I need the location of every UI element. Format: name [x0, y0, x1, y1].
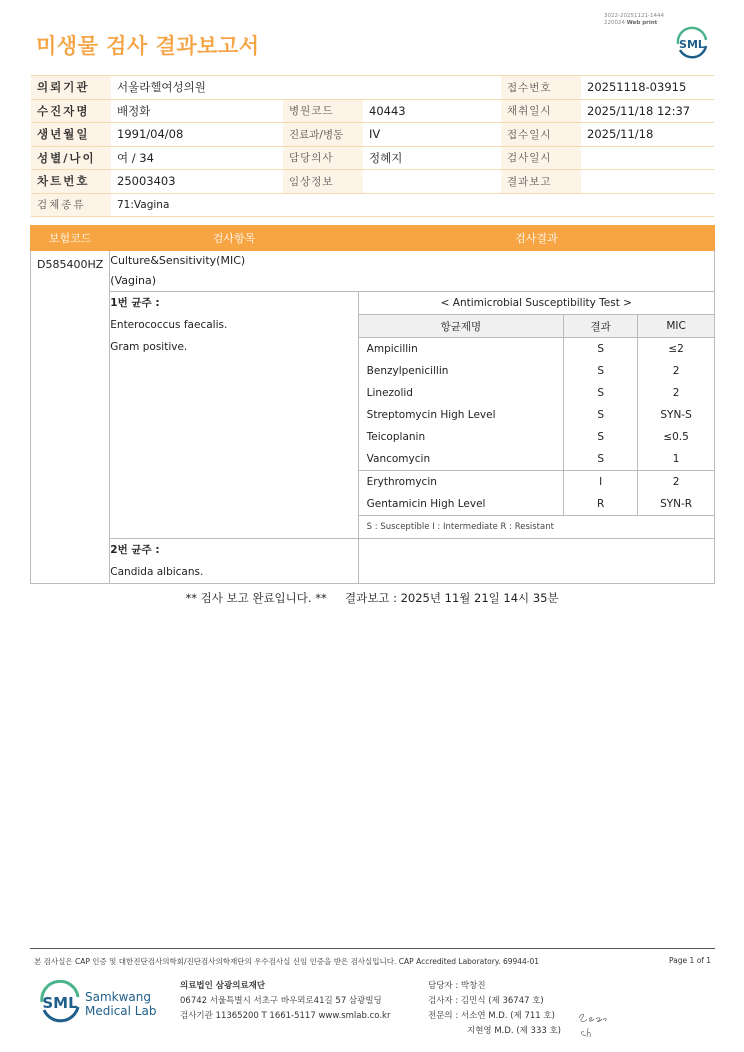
ast-result: R: [564, 493, 638, 516]
results-header: [31, 226, 715, 251]
chart-value: 25003403: [111, 170, 283, 194]
col-result-header: 검사결과: [358, 226, 714, 251]
org-label: 의뢰기관: [31, 76, 111, 100]
insurance-code: [31, 251, 110, 584]
organism2-info: [110, 539, 358, 584]
organism2-name: Candida albicans.: [110, 566, 204, 578]
receipt-date-value: 2025/11/18: [581, 123, 714, 147]
ast-result: S: [564, 360, 638, 382]
ast-legend: S : Susceptible I : Intermediate R : Resistant: [366, 522, 554, 532]
report-title: 미생물 검사 결과보고서: [36, 34, 260, 58]
manager-label: 담당자 :: [428, 981, 459, 991]
brand-line2: Medical Lab: [85, 1004, 157, 1018]
ast-result: S: [564, 426, 638, 448]
ast-drug: Teicoplanin: [366, 431, 426, 443]
ast-mic: SYN-R: [638, 493, 714, 516]
ast-title: < Antimicrobial Susceptibility Test >: [359, 292, 714, 315]
doctor-value: 정혜지: [363, 146, 501, 170]
ast-mic: 2: [638, 360, 714, 382]
ast-drug: Gentamicin High Level: [359, 493, 564, 516]
ast-drug: Vancomycin: [359, 448, 564, 471]
receipt-no-value: 20251118-03915: [581, 76, 714, 100]
expert-line: [428, 1009, 561, 1024]
ast-head-mic: MIC: [638, 315, 714, 338]
specimen-label: 검체종류: [31, 193, 111, 217]
insurance-code-text: D585400HZ: [37, 258, 104, 271]
ast-result: S: [564, 448, 638, 471]
org-value: 서울라헬여성의원: [111, 76, 501, 100]
doc-id-line2: [604, 20, 664, 27]
ast-title-row: [359, 292, 714, 315]
sml-logo-icon: [672, 24, 712, 64]
test-date-value: [581, 146, 714, 170]
doc-id-code: 220024: [604, 20, 625, 26]
name-label: 수진자명: [31, 99, 111, 123]
doc-id-line1: 3022-20251121-1444: [604, 13, 664, 19]
ast-mic: 2: [638, 471, 714, 494]
chart-label: 차트번호: [31, 170, 111, 194]
organism1-name: Enterococcus faecalis.: [110, 319, 228, 331]
hosp-code-value: 40443: [363, 99, 501, 123]
ast-head-row: [359, 315, 714, 338]
test-date-label: 검사일시: [501, 146, 581, 170]
info-row: [31, 146, 714, 170]
patient-info-table: [31, 75, 714, 217]
expert2-line: [428, 1024, 561, 1039]
doctor-label: 담당의사: [283, 146, 363, 170]
report-value: [581, 170, 714, 194]
ast-result: S: [564, 338, 638, 361]
doc-id: [604, 13, 664, 27]
ast-drug: Ampicillin: [366, 343, 418, 355]
hosp-code-label: 병원코드: [283, 99, 363, 123]
info-row: [31, 99, 714, 123]
organism1-gram: Gram positive.: [110, 341, 188, 353]
organism2-result: [358, 539, 714, 584]
ast-row: [359, 338, 714, 361]
report-complete-note: ** 검사 보고 완료입니다. ** 결과보고 : 2025년 11월 21일 14시 35분: [185, 591, 559, 605]
sexage-label: 성별/나이: [31, 146, 111, 170]
col-code-header: 보험코드: [31, 226, 110, 251]
ast-mic: 1: [638, 448, 714, 471]
dept-label: 진료과/병동: [283, 123, 363, 147]
corp-address: 06742 서울특별시 서초구 바우뫼로41길 57 삼광빌딩: [180, 996, 382, 1006]
test-item-specimen: (Vagina): [110, 274, 157, 287]
dob-label: 생년월일: [31, 123, 111, 147]
tester-label: 검사자 :: [428, 996, 459, 1006]
corp-name: 의료법인 삼광의료재단: [180, 981, 266, 991]
sexage-value: 여 / 34: [111, 146, 283, 170]
organism1-info: [110, 292, 358, 539]
staff-info: [428, 979, 561, 1039]
info-row: [31, 123, 714, 147]
specimen-value: 71:Vagina: [111, 193, 714, 217]
expert1-name: 서소연 M.D. (제 711 호): [460, 1011, 555, 1021]
footer-logo-text: SML: [42, 994, 78, 1012]
manager-name: 박창진: [460, 981, 486, 991]
results-table: [30, 225, 715, 584]
signature-icon: [576, 1010, 610, 1040]
organism2-row: [31, 539, 715, 584]
ast-row: [359, 426, 714, 448]
ast-row: [359, 471, 714, 494]
ast-drug: Streptomycin High Level: [366, 409, 496, 421]
ast-row: [359, 382, 714, 404]
collect-label: 채취일시: [501, 99, 581, 123]
ast-head-result: 결과: [564, 315, 638, 338]
organism2-label: 2번 균주 :: [110, 544, 160, 556]
doc-id-web: Web print: [626, 20, 658, 26]
info-row: [31, 76, 714, 100]
logo-text: SML: [679, 38, 705, 51]
col-item-header: 검사항목: [110, 226, 358, 251]
ast-result: S: [564, 382, 638, 404]
collect-value: 2025/11/18 12:37: [581, 99, 714, 123]
organism1-row: [31, 292, 715, 539]
ast-panel: [358, 292, 714, 539]
clinical-value: [363, 170, 501, 194]
ast-head-drug: 항균제명: [359, 315, 564, 338]
ast-drug: Benzylpenicillin: [366, 365, 449, 377]
name-value: 배정화: [111, 99, 283, 123]
receipt-no-label: 접수번호: [501, 76, 581, 100]
organism1-label: 1번 균주 :: [110, 297, 160, 309]
ast-row: [359, 360, 714, 382]
cert-note: 본 검사실은 CAP 인증 및 대한진단검사의학회/진단검사의학재단의 우수검사실 신임 인증을 받은 검사실입니다. CAP Accredited Laboratory. 69944-01: [34, 957, 540, 966]
ast-mic: 2: [638, 382, 714, 404]
ast-mic: ≤2: [638, 338, 714, 361]
page-number: Page 1 of 1: [669, 956, 712, 965]
ast-body: [359, 338, 714, 516]
brand-name: [85, 990, 156, 1018]
ast-result: I: [564, 471, 638, 494]
ast-drug: Erythromycin: [366, 476, 437, 488]
test-item-name: Culture&Sensitivity(MIC): [110, 254, 246, 267]
clinical-label: 임상정보: [283, 170, 363, 194]
ast-legend-row: [359, 516, 714, 539]
expert-label: 전문의 :: [428, 1011, 459, 1021]
ast-mic: SYN-S: [638, 404, 714, 426]
ast-result: S: [564, 404, 638, 426]
dept-value: IV: [363, 123, 501, 147]
test-row: [31, 251, 715, 292]
corp-info: [180, 979, 390, 1024]
ast-table: [359, 292, 714, 538]
sml-footer-logo-icon: [36, 980, 84, 1026]
ast-drug: Linezolid: [366, 387, 413, 399]
report-label: 결과보고: [501, 170, 581, 194]
dob-value: 1991/04/08: [111, 123, 283, 147]
info-row: [31, 193, 714, 217]
test-item: [110, 251, 715, 292]
manager-line: [428, 979, 561, 994]
ast-mic: ≤0.5: [638, 426, 714, 448]
ast-row: [359, 493, 714, 516]
expert2-name: 지현영 M.D. (제 333 호): [467, 1026, 562, 1036]
tester-name: 김민식 (제 36747 호): [460, 996, 544, 1006]
brand-line1: Samkwang: [85, 990, 151, 1004]
footer-divider: [30, 948, 715, 949]
receipt-date-label: 접수일시: [501, 123, 581, 147]
ast-row: [359, 404, 714, 426]
corp-contact: 검사기관 11365200 T 1661-5117 www.smlab.co.kr: [180, 1011, 391, 1021]
tester-line: [428, 994, 561, 1009]
info-row: [31, 170, 714, 194]
ast-row: [359, 448, 714, 471]
